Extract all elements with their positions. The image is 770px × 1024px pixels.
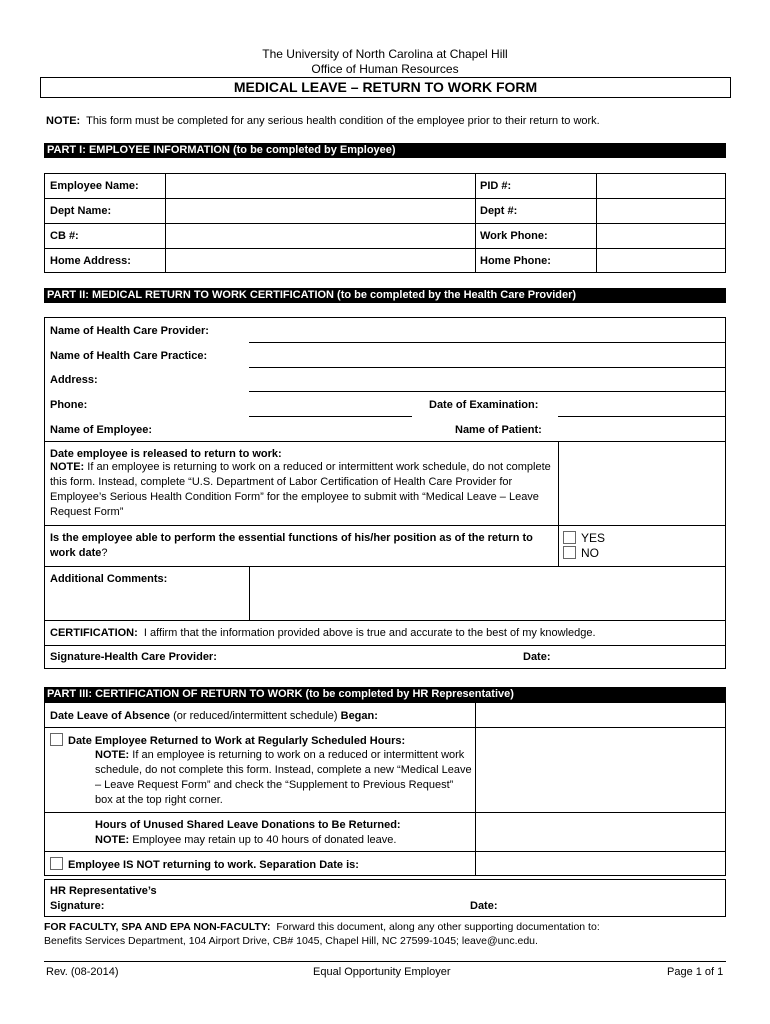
not-returning-label: Employee IS NOT returning to work. Separation Date is:	[68, 859, 359, 871]
form-title: MEDICAL LEAVE – RETURN TO WORK FORM	[233, 79, 538, 95]
provider-name-field[interactable]	[249, 319, 725, 341]
home-phone-label: Home Phone:	[480, 255, 551, 267]
hr-signature-field[interactable]	[115, 881, 465, 916]
provider-signature-field[interactable]	[245, 647, 515, 668]
dept-name-field[interactable]	[167, 200, 473, 222]
work-phone-label: Work Phone:	[480, 230, 548, 242]
release-date-label: Date employee is released to return to work:	[50, 448, 282, 460]
cb-field[interactable]	[167, 225, 473, 247]
eoe-label: Equal Opportunity Employer	[313, 966, 451, 978]
part2-heading: PART II: MEDICAL RETURN TO WORK CERTIFICATION (to be completed by the Health Care Provider)	[44, 288, 726, 303]
office-name: Office of Human Resources	[311, 62, 459, 76]
hours-note	[95, 833, 396, 847]
yes-label: YES	[581, 531, 606, 545]
address-label: Address:	[50, 374, 98, 386]
hr-date-field[interactable]	[505, 896, 725, 916]
hours-note-label: NOTE:	[95, 834, 130, 846]
essential-functions-question	[50, 531, 555, 561]
employee-name-field[interactable]	[167, 175, 473, 197]
additional-comments-field[interactable]	[251, 568, 725, 619]
university-name: The University of North Carolina at Chapel Hill	[262, 47, 508, 61]
yes-checkbox[interactable]	[563, 531, 576, 544]
faculty-note-text: Forward this document, along any other supporting documentation to:	[276, 921, 600, 933]
exam-date-label: Date of Examination:	[429, 399, 539, 411]
hours-note-text: Employee may retain up to 40 hours of donated leave.	[132, 834, 397, 846]
revision-label: Rev. (08-2014)	[46, 966, 119, 978]
release-note-label: NOTE:	[50, 461, 85, 473]
home-phone-field[interactable]	[598, 250, 724, 272]
returned-note-text: If an employee is returning to work on a reduced or intermittent work schedule, do not complete this form. Instead, complete a new “Medical Leave – Leave Request Form” and check the “Supplement to Previous Request” box at the top right corner.	[95, 749, 472, 806]
hr-rep-label: HR Representative’s	[50, 885, 157, 897]
returned-note	[95, 748, 473, 808]
practice-name-label: Name of Health Care Practice:	[50, 350, 208, 362]
certification-text: I affirm that the information provided above is true and accurate to the best of my knowledge.	[143, 627, 596, 639]
certification-label: CERTIFICATION:	[50, 627, 138, 639]
page-number: Page 1 of 1	[667, 966, 724, 978]
intro-note-text: This form must be completed for any serious health condition of the employee prior to their return to work.	[86, 115, 600, 127]
provider-address-field[interactable]	[249, 369, 725, 390]
returned-date-field[interactable]	[477, 729, 725, 811]
leave-began-text-a: Date Leave of Absence	[50, 710, 171, 722]
hours-field[interactable]	[477, 814, 725, 850]
intro-note-label: NOTE:	[46, 115, 81, 127]
not-returning-checkbox[interactable]	[50, 857, 63, 870]
patient-name-field[interactable]	[558, 419, 725, 440]
exam-date-field[interactable]	[558, 394, 725, 415]
employee-name-label-2: Name of Employee:	[50, 424, 153, 436]
no-label: NO	[581, 546, 599, 560]
release-note	[50, 460, 553, 520]
leave-began-label	[50, 709, 378, 723]
provider-date-label: Date:	[523, 651, 551, 663]
leave-began-text-b: (or reduced/intermittent schedule)	[173, 710, 338, 722]
returned-note-label: NOTE:	[95, 749, 130, 761]
hr-signature-label: Signature:	[50, 900, 105, 912]
phone-label: Phone:	[50, 399, 88, 411]
additional-comments-label: Additional Comments:	[50, 573, 168, 585]
part1-heading: PART I: EMPLOYEE INFORMATION (to be completed by Employee)	[44, 143, 726, 158]
employee-name-label: Employee Name:	[50, 180, 139, 192]
returned-label: Date Employee Returned to Work at Regularly Scheduled Hours:	[68, 735, 406, 747]
no-checkbox[interactable]	[563, 546, 576, 559]
leave-began-text-c: Began:	[340, 710, 378, 722]
leave-began-field[interactable]	[477, 704, 725, 726]
provider-signature-label: Signature-Health Care Provider:	[50, 651, 217, 663]
essential-functions-text: Is the employee able to perform the essential functions of his/her position as of the return to work date	[50, 532, 533, 559]
benefits-address: Benefits Services Department, 104 Airport Drive, CB# 1045, Chapel Hill, NC 27599-1045; leave@unc.edu.	[44, 935, 538, 947]
faculty-note	[44, 920, 600, 934]
release-note-text: If an employee is returning to work on a reduced or intermittent work schedule, do not complete this form. Instead, complete “U.S. Department of Labor Certification of Health Care Provider for Employee’s Serious Health Condition Form” for the employee to submit with “Medical Leave – Leave Request Form”	[50, 461, 551, 518]
cb-label: CB #:	[50, 230, 79, 242]
work-phone-field[interactable]	[598, 225, 724, 247]
pid-field[interactable]	[598, 175, 724, 197]
practice-name-field[interactable]	[249, 344, 725, 366]
part3-heading: PART III: CERTIFICATION OF RETURN TO WORK (to be completed by HR Representative)	[44, 687, 726, 702]
dept-name-label: Dept Name:	[50, 205, 112, 217]
hours-label: Hours of Unused Shared Leave Donations to Be Returned:	[95, 819, 401, 831]
dept-number-field[interactable]	[598, 200, 724, 222]
provider-name-label: Name of Health Care Provider:	[50, 325, 209, 337]
separation-date-field[interactable]	[477, 853, 725, 875]
hr-date-label: Date:	[470, 900, 498, 912]
dept-number-label: Dept #:	[480, 205, 518, 217]
form-title-box	[40, 77, 731, 98]
patient-name-label: Name of Patient:	[455, 424, 542, 436]
question-mark: ?	[101, 547, 108, 559]
release-date-field[interactable]	[560, 443, 725, 524]
returned-checkbox[interactable]	[50, 733, 63, 746]
home-address-field[interactable]	[167, 250, 473, 272]
faculty-note-label: FOR FACULTY, SPA AND EPA NON-FACULTY:	[44, 921, 271, 933]
home-address-label: Home Address:	[50, 255, 131, 267]
certification-statement	[50, 626, 596, 640]
intro-note	[46, 114, 600, 128]
pid-label: PID #:	[480, 180, 512, 192]
provider-date-field[interactable]	[558, 647, 725, 668]
provider-phone-field[interactable]	[249, 394, 412, 415]
